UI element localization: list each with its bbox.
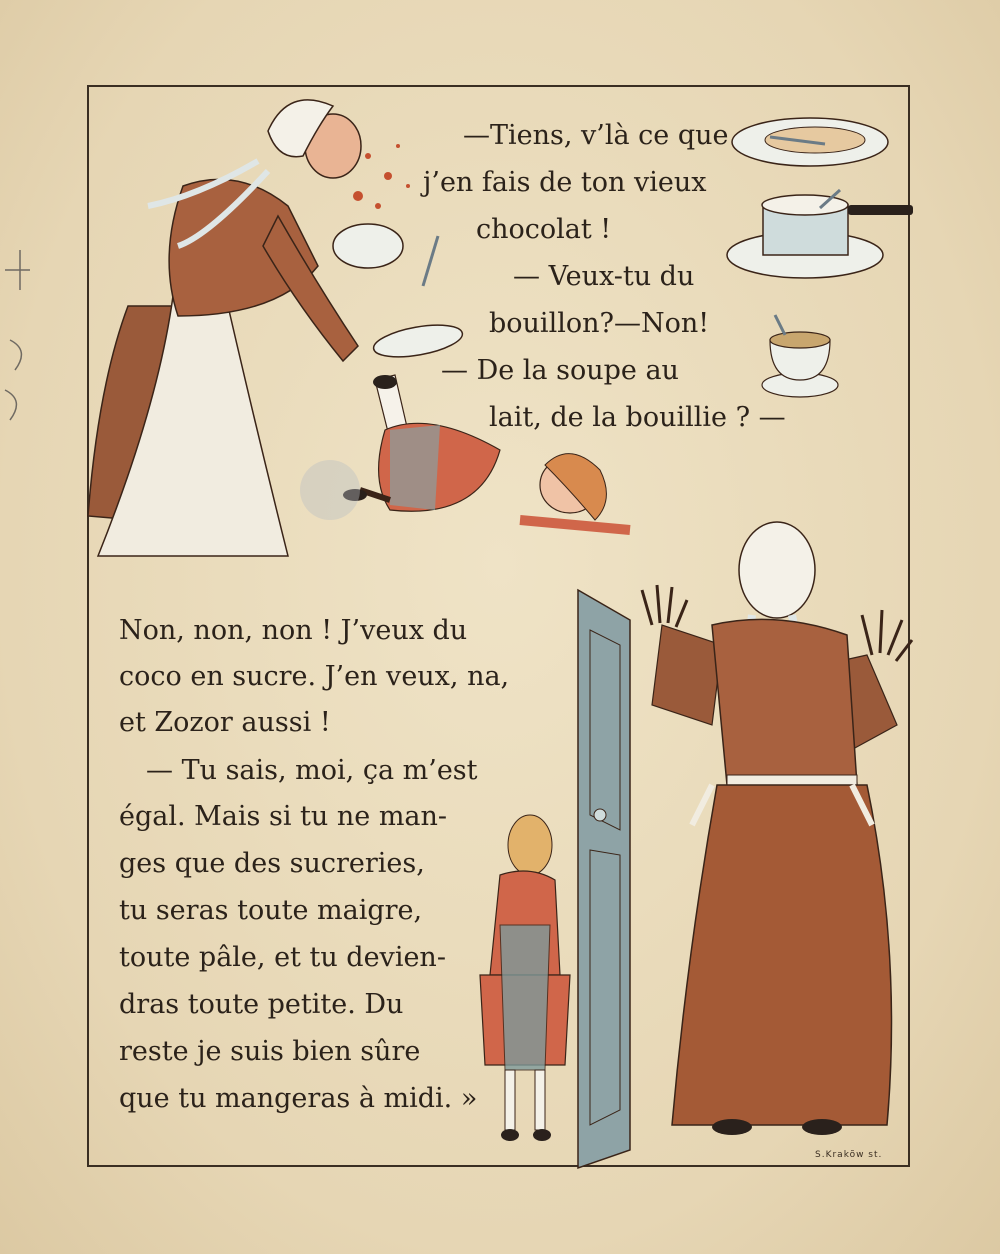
- bottom-text-line-11: que tu mangeras à midi. »: [119, 1083, 478, 1114]
- saucepan-illustration: [725, 190, 925, 290]
- top-text-line-5: bouillon?—Non!: [489, 308, 710, 339]
- bottom-text-line-5: égal. Mais si tu ne man-: [119, 801, 448, 832]
- bottom-text-line-10: reste je suis bien sûre: [119, 1036, 421, 1067]
- bottom-text-line-2: coco en sucre. J’en veux, na,: [119, 661, 510, 692]
- bottom-text-line-6: ges que des sucreries,: [119, 848, 425, 879]
- bottom-text-line-9: dras toute petite. Du: [119, 989, 404, 1020]
- door-illustration: [575, 590, 635, 1170]
- top-text-line-2: j’en fais de ton vieux: [423, 167, 707, 198]
- maid-standing-illustration: [632, 505, 912, 1125]
- margin-pencil-marks: [0, 240, 40, 440]
- bottom-text-line-8: toute pâle, et tu devien-: [119, 942, 446, 973]
- child-on-floor-illustration: [330, 370, 650, 550]
- top-text-line-1: —Tiens, v’là ce que: [463, 120, 729, 151]
- bottom-text-line-3: et Zozor aussi !: [119, 707, 331, 738]
- bottom-text-line-7: tu seras toute maigre,: [119, 895, 423, 926]
- bottom-text-line-4: — Tu sais, moi, ça m’est: [146, 755, 478, 786]
- top-text-line-6: — De la soupe au: [441, 355, 679, 386]
- girl-behind-door-illustration: [470, 805, 580, 1145]
- top-text-line-4: — Veux-tu du: [513, 261, 695, 292]
- bottom-text-line-1: Non, non, non ! J’veux du: [119, 615, 468, 646]
- engraver-signature: S.Krakõw st.: [815, 1150, 883, 1160]
- soup-plate-illustration: [730, 112, 890, 172]
- top-text-line-3: chocolat !: [476, 214, 612, 245]
- top-text-line-7: lait, de la bouillie ? —: [489, 402, 786, 433]
- teacup-illustration: [760, 315, 850, 405]
